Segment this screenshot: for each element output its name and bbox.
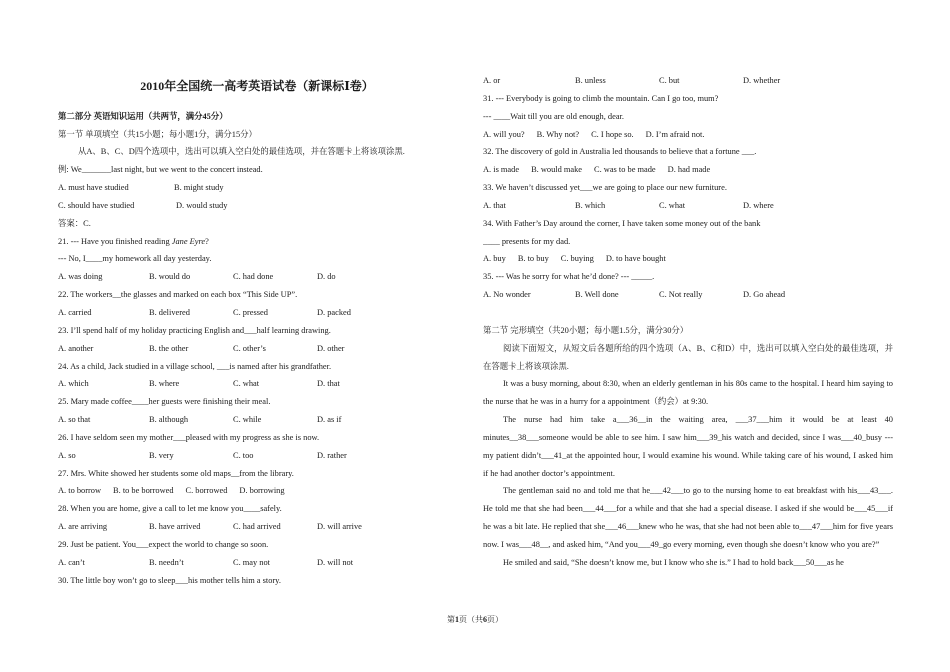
page-title: 2010年全国统一高考英语试卷（新课标Ⅰ卷）	[140, 79, 374, 93]
option: C. I hope so.	[591, 129, 634, 139]
option: A. can’t	[58, 557, 85, 567]
option: B. to be borrowed	[113, 486, 174, 496]
question-28-options	[58, 518, 456, 536]
question-29-options	[58, 554, 456, 572]
question-24: 24. As a child, Jack studied in a village school, ___is named after his grandfather.	[58, 361, 332, 371]
option: A. No wonder	[483, 290, 531, 300]
option: B. which	[575, 200, 606, 210]
question-34-options	[483, 250, 893, 268]
option: B. would do	[149, 272, 191, 282]
question-25: 25. Mary made coffee____her guests were finishing their meal.	[58, 397, 271, 407]
question-34-continued: ____ presents for my dad.	[483, 236, 571, 246]
option: B. although	[149, 415, 189, 425]
option: C. had done	[233, 272, 274, 282]
option: C. buying	[560, 254, 594, 264]
option: C. should have studied	[58, 200, 135, 210]
option: D. to have bought	[605, 254, 666, 264]
right-column	[483, 72, 893, 572]
question-30: 30. The little boy won’t go to sleep___his mother tells him a story.	[58, 575, 281, 585]
option: C. but	[659, 76, 680, 85]
question-31-response: --- ____Wait till you are old enough, dear.	[483, 111, 624, 121]
question-31-options	[483, 126, 893, 144]
question-35-options	[483, 286, 893, 304]
option: C. pressed	[233, 307, 268, 317]
option: B. have arrived	[149, 522, 201, 532]
option: C. may not	[233, 557, 270, 567]
section2-heading: 第二节 完形填空（共20小题；每小题1.5分，满分30分）	[483, 325, 689, 335]
question-21-options	[58, 268, 456, 286]
option: D. where	[743, 200, 774, 210]
question-24-options	[58, 375, 456, 393]
option: D. will arrive	[317, 522, 362, 532]
option: D. had made	[667, 165, 711, 175]
option: D. do	[317, 272, 336, 282]
passage-paragraph-1: It was a busy morning, about 8:30, when an elderly gentleman in his 80s came to the hospital. I heard him saying to the nurse that he was in a hurry for a appointment（约会）at 9:30.	[483, 379, 893, 407]
question-29: 29. Just be patient. You___expect the world to change so soon.	[58, 539, 269, 549]
question-32: 32. The discovery of gold in Australia led thousands to believe that a fortune ___.	[483, 147, 757, 157]
question-31: 31. --- Everybody is going to climb the mountain. Can I go too, mum?	[483, 93, 719, 103]
question-22-options	[58, 304, 456, 322]
question-23: 23. I’ll spend half of my holiday practicing English and___half learning drawing.	[58, 325, 331, 335]
option: A. was doing	[58, 272, 103, 282]
option: D. borrowing	[239, 486, 285, 496]
option: C. what	[233, 379, 260, 389]
option: B. delivered	[149, 307, 190, 317]
instructions-cloze: 阅读下面短文，从短文后各题所给的四个选项（A、B、C和D）中，选出可以填入空白处的最佳选项，并在答题卡上将该项涂黑.	[483, 343, 893, 371]
option: B. Why not?	[536, 129, 580, 139]
option: A. another	[58, 343, 94, 353]
option: C. too	[233, 450, 254, 460]
option: D. whether	[743, 76, 781, 85]
question-32-options	[483, 161, 893, 179]
option: D. Go ahead	[743, 290, 786, 300]
passage-paragraph-3: The gentleman said no and told me that he___42___to go to the nursing home to eat breakfast with his___43___. He told me that she had been___44___for a while and that she had a special disease. I asked if she would be___45___if he was a bit late. He replied that she___46___knew who he was, that she had not been able to___47___him for five years now. I was___48__, and asked him, “And you___49_go every morning, even though she doesn’t know who you are?”	[483, 486, 893, 549]
option: B. to buy	[517, 254, 549, 264]
option: B. very	[149, 450, 174, 460]
book-title: Jane Eyre	[171, 236, 206, 246]
question-25-options	[58, 411, 456, 429]
option: C. what	[659, 200, 686, 210]
example-options-1	[58, 179, 456, 197]
question-28: 28. When you are home, give a call to let me know you____safely.	[58, 504, 282, 514]
question-33: 33. We haven’t discussed yet___we are going to place our new furniture.	[483, 183, 727, 193]
instructions: 从A、B、C、D四个选项中，选出可以填入空白处的最佳选项，并在答题卡上将该项涂黑.	[78, 147, 405, 157]
question-35: 35. --- Was he sorry for what he’d done? --- _____.	[483, 272, 655, 282]
example-options-2	[58, 197, 456, 215]
option: B. would make	[531, 165, 583, 175]
option: A. that	[483, 200, 506, 210]
option: B. the other	[149, 343, 189, 353]
option: A. so that	[58, 415, 91, 425]
option: C. borrowed	[185, 486, 228, 496]
option: C. other’s	[233, 343, 266, 353]
option: D. as if	[317, 415, 342, 425]
option: D. would study	[176, 200, 228, 210]
option: A. carried	[58, 307, 92, 317]
option: C. while	[233, 415, 262, 425]
option: B. where	[149, 379, 180, 389]
part-heading: 第二部分 英语知识运用（共两节，满分45分）	[58, 111, 228, 121]
question-26-options	[58, 447, 456, 465]
option: D. rather	[317, 450, 347, 460]
option: A. must have studied	[58, 183, 129, 193]
option: B. unless	[575, 76, 606, 85]
option: D. will not	[317, 557, 354, 567]
option: C. Not really	[659, 290, 703, 300]
question-22: 22. The workers__the glasses and marked on each box “This Side UP”.	[58, 290, 298, 300]
question-21: 21. --- Have you finished reading Jane Eyre?	[58, 236, 209, 246]
option: D. other	[317, 343, 345, 353]
question-21-response: --- No, I____my homework all day yesterday.	[58, 254, 212, 264]
option: D. that	[317, 379, 340, 389]
option: C. was to be made	[594, 165, 656, 175]
option: A. which	[58, 379, 89, 389]
option: A. are arriving	[58, 522, 108, 532]
option: B. might study	[174, 183, 224, 193]
question-34: 34. With Father’s Day around the corner, I have taken some money out of the bank	[483, 218, 761, 228]
page-number: 1	[455, 615, 459, 624]
question-27: 27. Mrs. White showed her students some old maps__from the library.	[58, 468, 294, 478]
option: D. packed	[317, 307, 351, 317]
question-30-options	[483, 72, 893, 90]
example-answer: 答案：C.	[58, 218, 91, 228]
option: A. is made	[483, 165, 520, 175]
option: A. so	[58, 450, 76, 460]
question-27-options	[58, 482, 456, 500]
example-question: 例: We_______last night, but we went to the concert instead.	[58, 165, 263, 175]
passage-paragraph-4: He smiled and said, “She doesn’t know me, but I know who she is.” I had to hold back___50___as he	[503, 557, 844, 567]
page-footer: 第1页（共6页）	[447, 615, 503, 624]
page-total: 6	[483, 615, 487, 624]
question-23-options	[58, 340, 456, 358]
option: B. Well done	[575, 290, 619, 300]
question-26: 26. I have seldom seen my mother___pleased with my progress as she is now.	[58, 432, 320, 442]
option: A. buy	[483, 254, 506, 264]
option: B. needn’t	[149, 557, 184, 567]
left-column	[58, 72, 456, 589]
option: C. had arrived	[233, 522, 281, 532]
option: D. I’m afraid not.	[645, 129, 705, 139]
section1-heading: 第一节 单项填空（共15小题；每小题1分，满分15分）	[58, 129, 257, 139]
question-33-options	[483, 197, 893, 215]
passage-paragraph-2: The nurse had him take a___36__in the waiting area, ___37___him it would be at least 40 minutes__38___someone would be able to see him. I saw him___39_his watch and decided, since I was___40_busy --- my patient didn’t___41_at the appointed hour, I would examine his wound. While taking care of his wound, I asked him if he had another doctor’s appointment.	[483, 415, 893, 478]
option: A. to borrow	[58, 486, 102, 496]
option: A. will you?	[483, 129, 525, 139]
option: A. or	[483, 76, 501, 85]
